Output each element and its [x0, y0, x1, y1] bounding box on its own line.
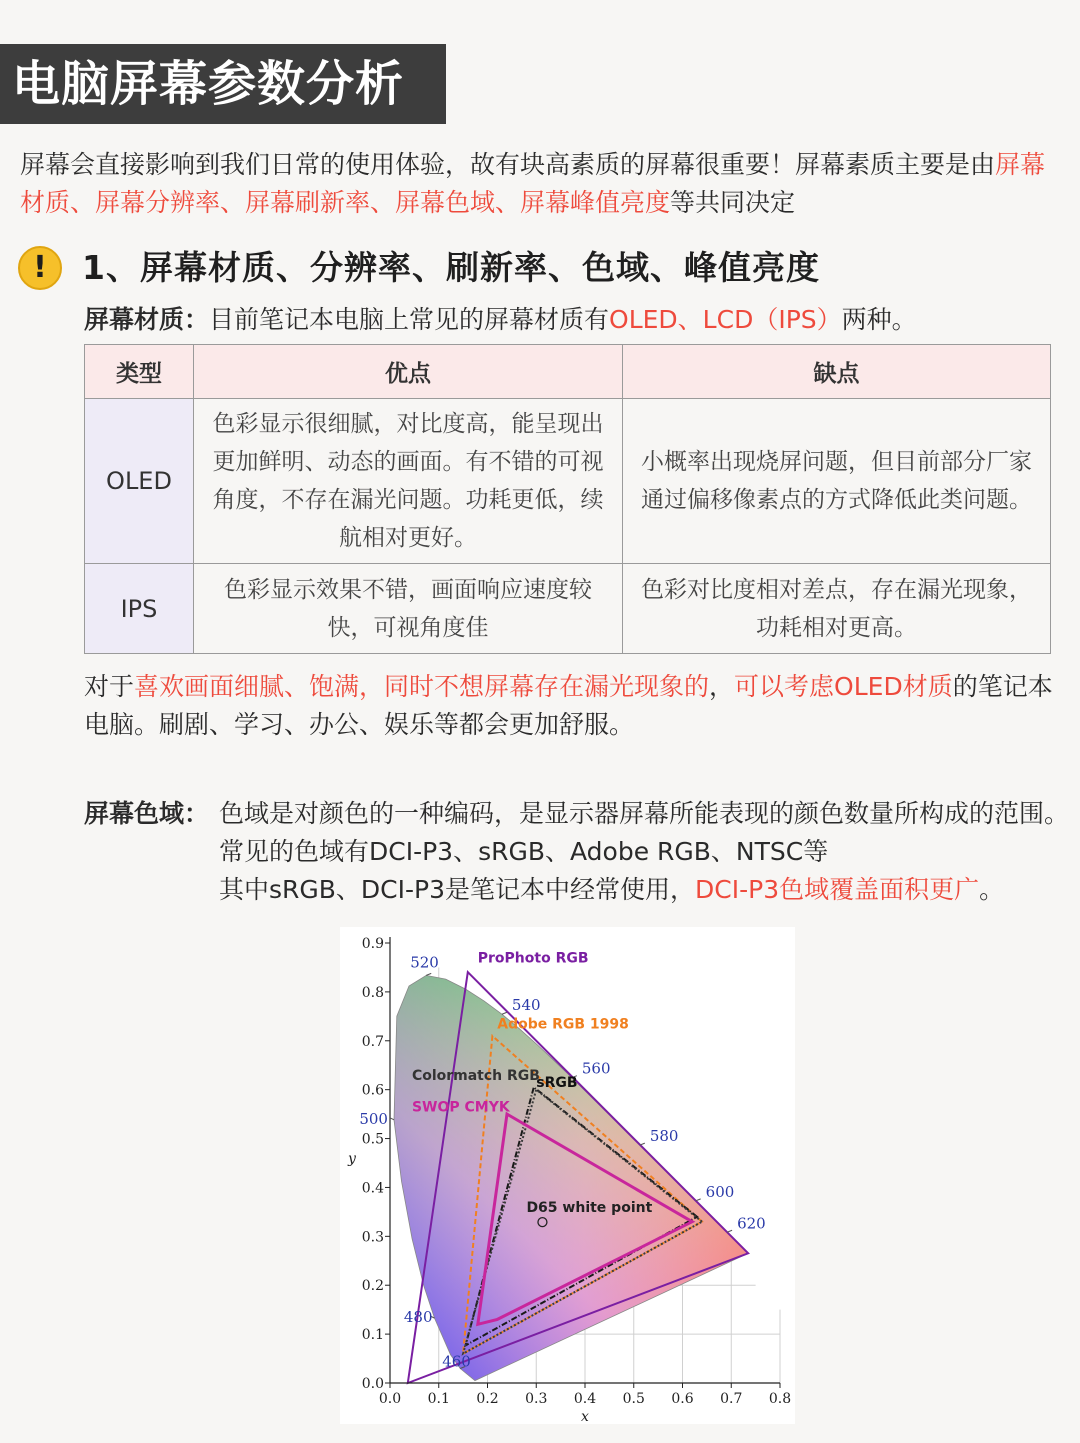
series-label: SWOP CMYK	[411, 1099, 510, 1116]
y-tick-label: 0.6	[361, 1082, 384, 1099]
y-tick-label: 0.3	[361, 1229, 384, 1246]
table-row	[85, 564, 1051, 654]
y-tick-label: 0.2	[361, 1278, 384, 1295]
rec-text: 对于	[84, 672, 135, 701]
gamut-line: 色域是对颜色的一种编码，是显示器屏幕所能表现的颜色数量所构成的范围。常见的色域有DCI-P3、sRGB、Adobe RGB、NTSC等	[219, 799, 1070, 866]
row-type: OLED	[85, 399, 194, 564]
y-tick-label: 0.1	[361, 1327, 384, 1344]
x-tick-label: 0.5	[622, 1391, 645, 1407]
wavelength-tick	[727, 1230, 732, 1232]
material-text: 目前笔记本电脑上常见的屏幕材质有	[209, 305, 610, 334]
exclamation-icon: !	[18, 246, 62, 290]
x-axis-label: x	[581, 1409, 589, 1424]
row-type: IPS	[85, 564, 194, 654]
y-tick-label: 0.8	[361, 984, 384, 1001]
wavelength-label: 460	[442, 1352, 471, 1371]
spectral-locus	[390, 943, 780, 1383]
comparison-table	[84, 344, 1051, 654]
material-suffix: 两种。	[841, 305, 917, 334]
recommendation-paragraph	[84, 668, 1064, 744]
material-highlight: OLED、LCD（IPS）	[609, 305, 842, 334]
x-tick-label: 0.8	[768, 1391, 792, 1407]
header-pros: 优点	[194, 345, 623, 399]
x-tick-label: 0.7	[720, 1391, 743, 1407]
gamut-highlight: DCI-P3色域覆盖面积更广	[695, 875, 980, 904]
row-pros: 色彩显示很细腻，对比度高，能呈现出更加鲜明、动态的画面。有不错的可视角度，不存在漏光问题。功耗更低，续航相对更好。	[194, 399, 623, 564]
x-tick-label: 0.0	[378, 1391, 402, 1407]
wavelength-tick	[502, 1012, 507, 1014]
row-cons: 色彩对比度相对差点，存在漏光现象，功耗相对更高。	[623, 564, 1051, 654]
intro-highlight: 屏幕材质、屏幕分辨率、屏幕刷新率、屏幕色域、屏幕峰值亮度	[20, 150, 1046, 217]
y-tick-label: 0.4	[361, 1180, 384, 1197]
y-tick-label: 0.0	[361, 1376, 384, 1392]
material-line	[84, 302, 917, 338]
x-tick-label: 0.3	[525, 1391, 548, 1407]
y-tick-label: 0.9	[361, 936, 384, 952]
page-title: 电脑屏幕参数分析	[0, 44, 446, 124]
y-axis-label: y	[348, 1151, 356, 1167]
gamut-end: 。	[979, 875, 1005, 904]
header-type: 类型	[85, 345, 194, 399]
table-row	[85, 399, 1051, 564]
header-cons: 缺点	[623, 345, 1051, 399]
x-tick-label: 0.6	[671, 1391, 694, 1407]
wavelength-tick	[426, 973, 431, 975]
series-label: Colormatch RGB	[411, 1067, 540, 1084]
intro-text-end: 等共同决定	[670, 188, 796, 217]
gamut-line	[219, 871, 1069, 909]
wavelength-label: 480	[403, 1308, 433, 1327]
gamut-paragraph	[219, 795, 1069, 909]
chart-svg	[340, 927, 795, 1424]
gamut-label: 屏幕色域：	[84, 799, 210, 828]
white-point-label: D65 white point	[526, 1200, 653, 1217]
intro-text: 屏幕会直接影响到我们日常的使用体验，故有块高素质的屏幕很重要！屏幕素质主要是由	[20, 150, 996, 179]
y-tick-label: 0.7	[361, 1033, 384, 1050]
material-label: 屏幕材质：	[84, 305, 210, 334]
row-pros: 色彩显示效果不错，画面响应速度较快，可视角度佳	[194, 564, 623, 654]
wavelength-label: 580	[649, 1127, 679, 1146]
section-header	[18, 244, 1058, 294]
gamut-text: 其中sRGB、DCI-P3是笔记本中经常使用，	[219, 875, 696, 904]
wavelength-label: 560	[581, 1059, 611, 1078]
table-header-row	[85, 345, 1051, 399]
locus-gradient	[390, 943, 780, 1383]
cie-chromaticity-chart	[340, 927, 795, 1424]
series-label: sRGB	[536, 1075, 578, 1092]
wavelength-label: 520	[410, 953, 439, 972]
wavelength-tick	[696, 1199, 701, 1201]
y-tick-label: 0.5	[361, 1131, 384, 1148]
x-tick-label: 0.2	[476, 1391, 499, 1407]
locus-fill	[390, 943, 780, 1383]
intro-paragraph	[20, 146, 1060, 222]
section-title: 1、屏幕材质、分辨率、刷新率、色域、峰值亮度	[82, 248, 820, 287]
rec-text: ，	[709, 672, 735, 701]
wavelength-label: 540	[511, 996, 541, 1015]
rec-text: 的笔记本电脑。刷剧、学习、办公、娱乐等都会更加舒服。	[84, 672, 1053, 739]
wavelength-label: 500	[359, 1109, 388, 1128]
series-label: Adobe RGB 1998	[497, 1016, 629, 1033]
x-tick-label: 0.4	[573, 1391, 597, 1407]
x-tick-label: 0.1	[427, 1391, 450, 1407]
wavelength-label: 620	[737, 1214, 766, 1233]
wavelength-label: 600	[705, 1182, 735, 1201]
rec-highlight: 喜欢画面细腻、饱满，同时不想屏幕存在漏光现象的	[134, 672, 710, 701]
rec-highlight: 可以考虑OLED材质	[734, 672, 953, 701]
row-cons: 小概率出现烧屏问题，但目前部分厂家通过偏移像素点的方式降低此类问题。	[623, 399, 1051, 564]
series-label: ProPhoto RGB	[477, 950, 589, 967]
